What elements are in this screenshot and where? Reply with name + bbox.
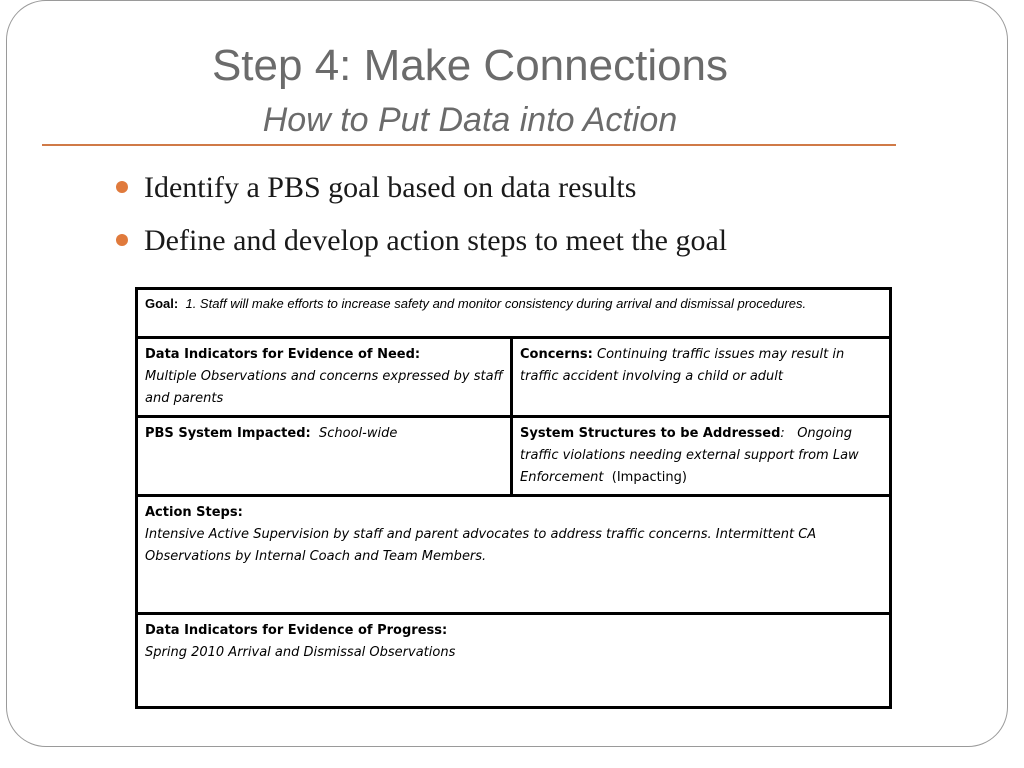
concerns-cell bbox=[512, 338, 891, 417]
concerns-label: Concerns: bbox=[520, 347, 593, 362]
bullet-text: Identify a PBS goal based on data results bbox=[144, 171, 637, 204]
structures-label: System Structures to be Addressed bbox=[520, 426, 781, 441]
system-value: School-wide bbox=[318, 426, 398, 441]
goal-label: Goal: bbox=[145, 296, 179, 311]
title-divider bbox=[42, 144, 896, 146]
bullet-dot-icon bbox=[116, 181, 128, 193]
structures-value: Ongoing traffic violations needing external support from Law Enforcement bbox=[520, 426, 859, 485]
progress-value: Spring 2010 Arrival and Dismissal Observations bbox=[145, 645, 456, 660]
structures-note: (Impacting) bbox=[611, 470, 687, 485]
structures-colon: : bbox=[780, 426, 785, 441]
bullet-text: Define and develop action steps to meet the goal bbox=[144, 224, 728, 257]
need-label: Data Indicators for Evidence of Need: bbox=[145, 347, 421, 362]
goal-value: 1. Staff will make efforts to increase safety and monitor consistency during arrival and dismissal procedures. bbox=[185, 296, 807, 311]
need-value: Multiple Observations and concerns expressed by staff and parents bbox=[145, 369, 503, 406]
goal-cell bbox=[137, 289, 891, 338]
bullet-dot-icon bbox=[116, 234, 128, 246]
progress-cell bbox=[137, 614, 891, 708]
need-cell bbox=[137, 338, 512, 417]
system-label: PBS System Impacted: bbox=[145, 426, 311, 441]
progress-label: Data Indicators for Evidence of Progress: bbox=[145, 623, 448, 638]
bullet-list bbox=[114, 168, 934, 274]
structures-cell bbox=[512, 417, 891, 496]
action-plan-table bbox=[135, 287, 892, 709]
action-label: Action Steps: bbox=[145, 505, 243, 520]
slide-title: Step 4: Make Connections bbox=[211, 41, 729, 90]
action-value: Intensive Active Supervision by staff and parent advocates to address traffic concerns. Intermittent CA Observations by Internal Coach and Team Members. bbox=[145, 527, 817, 564]
bullet-item bbox=[114, 221, 934, 274]
system-cell bbox=[137, 417, 512, 496]
action-steps-cell bbox=[137, 496, 891, 614]
slide-subtitle: How to Put Data into Action bbox=[262, 101, 678, 139]
concerns-value: Continuing traffic issues may result in traffic accident involving a child or adult bbox=[520, 347, 845, 384]
bullet-item bbox=[114, 168, 934, 221]
